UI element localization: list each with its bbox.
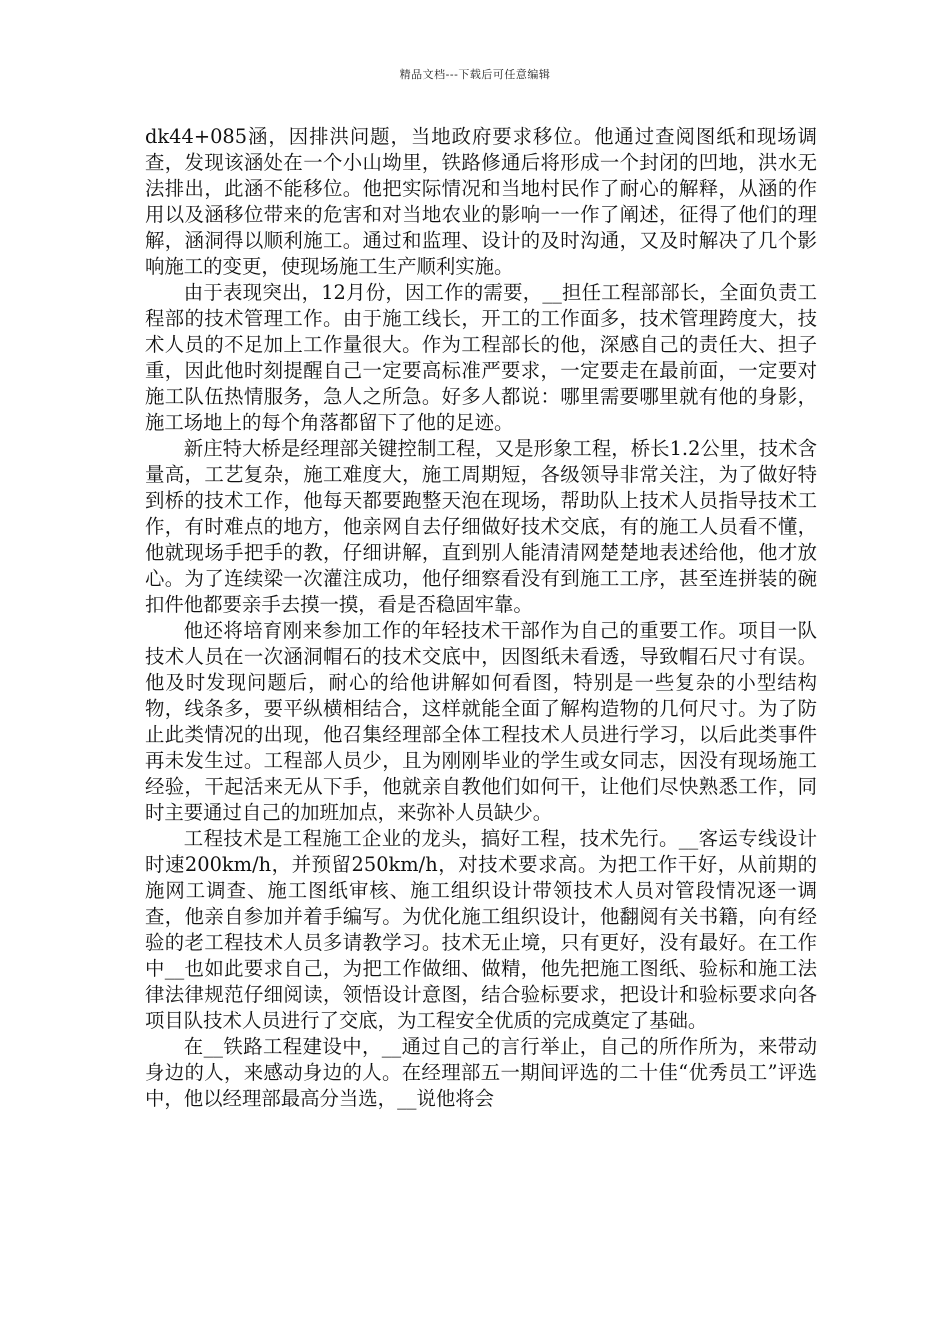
paragraph-5: 工程技术是工程施工企业的龙头，搞好工程，技术先行。__客运专线设计时速200km/h，并预留250km/h，对技术要求高。为把工作干好，从前期的施网工调查、施工图纸审核、施工组织设计带领技术人员对管段情况逐一调查，他亲自参加并着手编写。为优化施工组织设计，他翻阅有关书籍，向有经验的老工程技术人员多请教学习。技术无止境，只有更好，没有最好。在工作中__也如此要求自己，为把工作做细、做精，他先把施工图纸、验标和施工法律法律规范仔细阅读，领悟设计意图，结合验标要求，把设计和验标要求向各项目队技术人员进行了交底，为工程安全优质的完成奠定了基础。 xyxy=(145,827,817,1032)
paragraph-2: 由于表现突出，12月份，因工作的需要，__担任工程部部长，全面负责工程部的技术管理工作。由于施工线长，开工的工作面多，技术管理跨度大，技术人员的不足加上工作量很大。作为工程部长的他，深感自己的责任大、担子重，因此他时刻提醒自己一定要高标准严要求，一定要走在最前面，一定要对施工队伍热情服务，急人之所急。好多人都说：哪里需要哪里就有他的身影，施工场地上的每个角落都留下了他的足迹。 xyxy=(145,281,817,434)
paragraph-1: dk44+085涵，因排洪问题，当地政府要求移位。他通过查阅图纸和现场调查，发现该涵处在一个小山坳里，铁路修通后将形成一个封闭的凹地，洪水无法排出，此涵不能移位。他把实际情况和当地村民作了耐心的解释，从涵的作用以及涵移位带来的危害和对当地农业的影响一一作了阐述，征得了他们的理解，涵洞得以顺利施工。通过和监理、设计的及时沟通，又及时解决了几个影响施工的变更，使现场施工生产顺利实施。 xyxy=(145,125,817,278)
page-header: 精品文档---下载后可任意编辑 xyxy=(399,68,551,81)
paragraph-4: 他还将培育刚来参加工作的年轻技术干部作为自己的重要工作。项目一队技术人员在一次涵洞帽石的技术交底中，因图纸未看透，导致帽石尺寸有误。他及时发现问题后，耐心的给他讲解如何看图，特别是一些复杂的小型结构物，线条多，要平纵横相结合，这样就能全面了解构造物的几何尺寸。为了防止此类情况的出现，他召集经理部全体工程技术人员进行学习，以后此类事件再未发生过。工程部人员少，且为刚刚毕业的学生或女同志，因没有现场施工经验，干起活来无从下手，他就亲自教他们如何干，让他们尽快熟悉工作，同时主要通过自己的加班加点，来弥补人员缺少。 xyxy=(145,619,817,824)
paragraph-3: 新庄特大桥是经理部关键控制工程，又是形象工程，桥长1.2公里，技术含量高，工艺复杂，施工难度大，施工周期短，各级领导非常关注，为了做好特到桥的技术工作，他每天都要跑整天泡在现场，帮助队上技术人员指导技术工作，有时难点的地方，他亲网自去仔细做好技术交底，有的施工人员看不懂，他就现场手把手的教，仔细讲解，直到别人能清清网楚楚地表述给他，他才放心。为了连续梁一次灌注成功，他仔细察看没有到施工工序，甚至连拼装的碗扣件他都要亲手去摸一摸，看是否稳固牢靠。 xyxy=(145,437,817,616)
document-body xyxy=(145,124,817,1112)
paragraph-6: 在__铁路工程建设中，__通过自己的言行举止，自己的所作所为，来带动身边的人，来感动身边的人。在经理部五一期间评选的二十佳“优秀员工”评选中，他以经理部最高分当选，__说他将会 xyxy=(145,1035,817,1110)
